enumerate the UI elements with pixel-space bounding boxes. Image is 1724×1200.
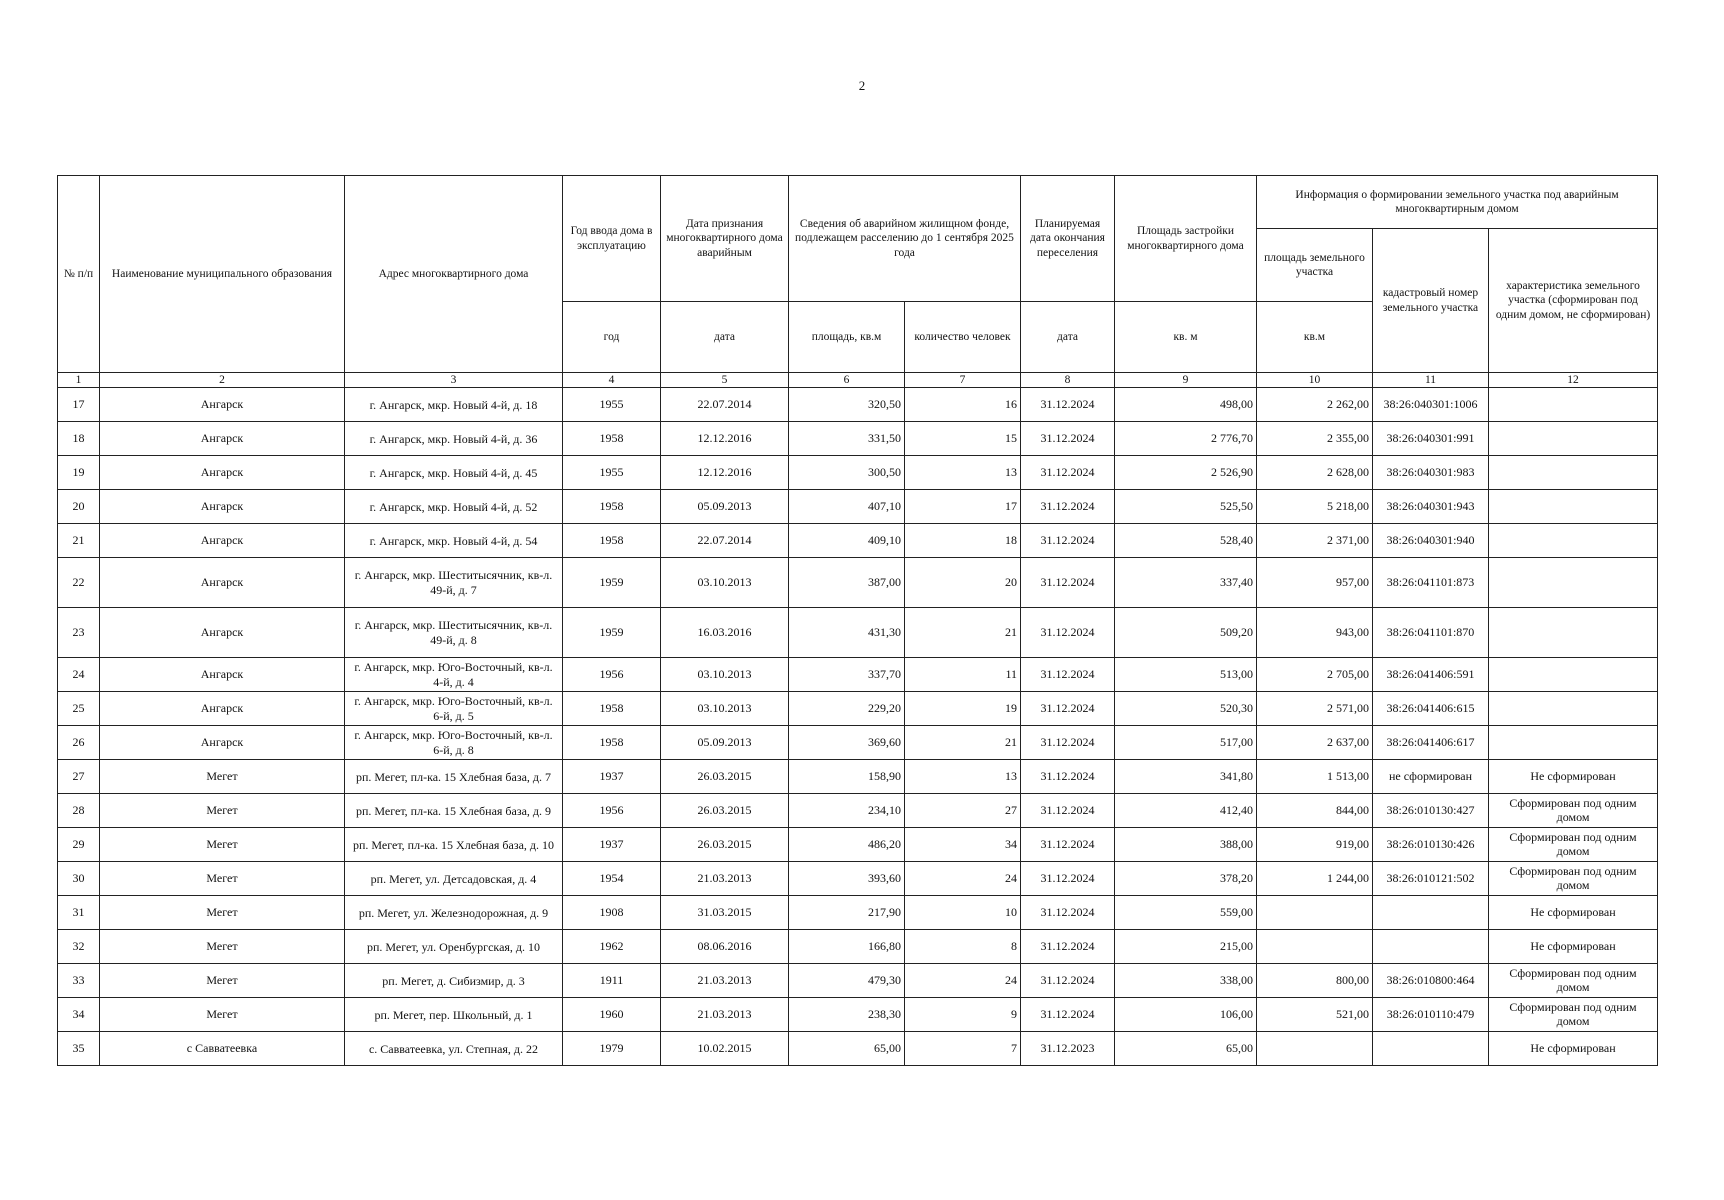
- cell-land-char: [1489, 388, 1658, 422]
- table-row: [58, 558, 1658, 608]
- cell-building-area: 388,00: [1115, 828, 1257, 862]
- cell-land-char: [1489, 490, 1658, 524]
- table-row: [58, 964, 1658, 998]
- cell-no: 34: [58, 998, 100, 1032]
- cell-year: 1962: [563, 930, 661, 964]
- cell-no: 30: [58, 862, 100, 896]
- column-number: 9: [1115, 373, 1257, 388]
- cell-no: 29: [58, 828, 100, 862]
- cell-address: с. Савватеевка, ул. Степная, д. 22: [345, 1032, 563, 1066]
- cell-cadastral: [1373, 1032, 1489, 1066]
- cell-no: 18: [58, 422, 100, 456]
- cell-cadastral: 38:26:040301:991: [1373, 422, 1489, 456]
- cell-planned-end: 31.12.2024: [1021, 794, 1115, 828]
- cell-area: 431,30: [789, 608, 905, 658]
- cell-address: г. Ангарск, мкр. Новый 4-й, д. 18: [345, 388, 563, 422]
- cell-year: 1908: [563, 896, 661, 930]
- cell-no: 17: [58, 388, 100, 422]
- cell-address: г. Ангарск, мкр. Юго-Восточный, кв-л. 6-й, д. 8: [345, 726, 563, 760]
- table-row: [58, 794, 1658, 828]
- cell-no: 31: [58, 896, 100, 930]
- unit-date: дата: [661, 302, 789, 373]
- cell-building-area: 498,00: [1115, 388, 1257, 422]
- unit-sqm-land: кв.м: [1257, 302, 1373, 373]
- cell-building-area: 525,50: [1115, 490, 1257, 524]
- cell-address: рп. Мегет, ул. Детсадовская, д. 4: [345, 862, 563, 896]
- cell-no: 20: [58, 490, 100, 524]
- cell-year: 1911: [563, 964, 661, 998]
- cell-building-area: 378,20: [1115, 862, 1257, 896]
- cell-area: 300,50: [789, 456, 905, 490]
- header-planned-end: Планируемая дата окончания переселения: [1021, 176, 1115, 302]
- cell-municipality: Ангарск: [100, 608, 345, 658]
- cell-planned-end: 31.12.2024: [1021, 964, 1115, 998]
- header-emergency-date: Дата признания многоквартирного дома аварийным: [661, 176, 789, 302]
- header-land-char: характеристика земельного участка (сформирован под одним домом, не сформирован): [1489, 229, 1658, 373]
- cell-people: 34: [905, 828, 1021, 862]
- table-row: [58, 896, 1658, 930]
- cell-land-area: 844,00: [1257, 794, 1373, 828]
- cell-cadastral: не сформирован: [1373, 760, 1489, 794]
- cell-planned-end: 31.12.2024: [1021, 456, 1115, 490]
- cell-area: 238,30: [789, 998, 905, 1032]
- cell-year: 1958: [563, 490, 661, 524]
- cell-year: 1958: [563, 422, 661, 456]
- cell-area: 387,00: [789, 558, 905, 608]
- cell-planned-end: 31.12.2024: [1021, 558, 1115, 608]
- cell-year: 1955: [563, 456, 661, 490]
- cell-area: 217,90: [789, 896, 905, 930]
- cell-land-char: Не сформирован: [1489, 930, 1658, 964]
- cell-people: 10: [905, 896, 1021, 930]
- column-number: 8: [1021, 373, 1115, 388]
- cell-municipality: Ангарск: [100, 524, 345, 558]
- unit-area: площадь, кв.м: [789, 302, 905, 373]
- header-building-area: Площадь застройки многоквартирного дома: [1115, 176, 1257, 302]
- cell-no: 27: [58, 760, 100, 794]
- cell-land-area: 943,00: [1257, 608, 1373, 658]
- cell-cadastral: 38:26:041101:873: [1373, 558, 1489, 608]
- column-number: 5: [661, 373, 789, 388]
- cell-cadastral: 38:26:040301:943: [1373, 490, 1489, 524]
- cell-municipality: Ангарск: [100, 422, 345, 456]
- cell-year: 1959: [563, 608, 661, 658]
- table-row: [58, 828, 1658, 862]
- cell-land-char: Не сформирован: [1489, 896, 1658, 930]
- column-number-row: [58, 373, 1658, 388]
- cell-emergency-date: 22.07.2014: [661, 524, 789, 558]
- cell-planned-end: 31.12.2024: [1021, 862, 1115, 896]
- cell-people: 15: [905, 422, 1021, 456]
- cell-building-area: 517,00: [1115, 726, 1257, 760]
- cell-cadastral: 38:26:041406:615: [1373, 692, 1489, 726]
- cell-year: 1958: [563, 524, 661, 558]
- cell-planned-end: 31.12.2024: [1021, 930, 1115, 964]
- cell-land-char: Сформирован под одним домом: [1489, 794, 1658, 828]
- cell-emergency-date: 26.03.2015: [661, 760, 789, 794]
- cell-planned-end: 31.12.2024: [1021, 524, 1115, 558]
- cell-land-area: 1 244,00: [1257, 862, 1373, 896]
- cell-area: 409,10: [789, 524, 905, 558]
- cell-cadastral: 38:26:040301:1006: [1373, 388, 1489, 422]
- cell-planned-end: 31.12.2024: [1021, 608, 1115, 658]
- cell-no: 19: [58, 456, 100, 490]
- cell-cadastral: 38:26:010121:502: [1373, 862, 1489, 896]
- cell-planned-end: 31.12.2023: [1021, 1032, 1115, 1066]
- cell-emergency-date: 26.03.2015: [661, 794, 789, 828]
- cell-people: 11: [905, 658, 1021, 692]
- cell-address: г. Ангарск, мкр. Новый 4-й, д. 45: [345, 456, 563, 490]
- cell-address: рп. Мегет, пл-ка. 15 Хлебная база, д. 10: [345, 828, 563, 862]
- cell-address: рп. Мегет, пл-ка. 15 Хлебная база, д. 7: [345, 760, 563, 794]
- cell-planned-end: 31.12.2024: [1021, 658, 1115, 692]
- cell-municipality: Мегет: [100, 964, 345, 998]
- cell-address: г. Ангарск, мкр. Новый 4-й, д. 52: [345, 490, 563, 524]
- cell-building-area: 513,00: [1115, 658, 1257, 692]
- cell-land-area: 2 262,00: [1257, 388, 1373, 422]
- table-row: [58, 930, 1658, 964]
- cell-land-char: [1489, 658, 1658, 692]
- unit-date-end: дата: [1021, 302, 1115, 373]
- cell-municipality: Мегет: [100, 930, 345, 964]
- cell-year: 1979: [563, 1032, 661, 1066]
- cell-land-area: 521,00: [1257, 998, 1373, 1032]
- cell-year: 1954: [563, 862, 661, 896]
- cell-cadastral: 38:26:041406:617: [1373, 726, 1489, 760]
- unit-year: год: [563, 302, 661, 373]
- cell-emergency-date: 03.10.2013: [661, 658, 789, 692]
- cell-building-area: 412,40: [1115, 794, 1257, 828]
- cell-planned-end: 31.12.2024: [1021, 422, 1115, 456]
- cell-planned-end: 31.12.2024: [1021, 726, 1115, 760]
- column-number: 10: [1257, 373, 1373, 388]
- cell-land-char: Сформирован под одним домом: [1489, 828, 1658, 862]
- cell-planned-end: 31.12.2024: [1021, 490, 1115, 524]
- cell-municipality: Ангарск: [100, 388, 345, 422]
- cell-people: 24: [905, 862, 1021, 896]
- cell-emergency-date: 31.03.2015: [661, 896, 789, 930]
- emergency-housing-table: [57, 175, 1658, 1066]
- cell-emergency-date: 21.03.2013: [661, 862, 789, 896]
- cell-people: 13: [905, 456, 1021, 490]
- cell-building-area: 2 776,70: [1115, 422, 1257, 456]
- cell-building-area: 520,30: [1115, 692, 1257, 726]
- table-row: [58, 490, 1658, 524]
- cell-people: 24: [905, 964, 1021, 998]
- cell-emergency-date: 10.02.2015: [661, 1032, 789, 1066]
- unit-people: количество человек: [905, 302, 1021, 373]
- cell-no: 21: [58, 524, 100, 558]
- cell-municipality: Ангарск: [100, 658, 345, 692]
- cell-land-char: Не сформирован: [1489, 1032, 1658, 1066]
- cell-people: 27: [905, 794, 1021, 828]
- header-land-info: Информация о формировании земельного участка под аварийным многоквартирным домом: [1257, 176, 1658, 229]
- cell-municipality: Ангарск: [100, 726, 345, 760]
- cell-land-char: [1489, 726, 1658, 760]
- header-cadastral: кадастровый номер земельного участка: [1373, 229, 1489, 373]
- cell-municipality: Мегет: [100, 862, 345, 896]
- cell-address: г. Ангарск, мкр. Юго-Восточный, кв-л. 4-й, д. 4: [345, 658, 563, 692]
- cell-planned-end: 31.12.2024: [1021, 828, 1115, 862]
- cell-planned-end: 31.12.2024: [1021, 692, 1115, 726]
- cell-planned-end: 31.12.2024: [1021, 896, 1115, 930]
- cell-area: 229,20: [789, 692, 905, 726]
- cell-people: 16: [905, 388, 1021, 422]
- cell-land-char: [1489, 692, 1658, 726]
- cell-land-char: Не сформирован: [1489, 760, 1658, 794]
- cell-address: г. Ангарск, мкр. Шеститысячник, кв-л. 49-й, д. 8: [345, 608, 563, 658]
- cell-building-area: 338,00: [1115, 964, 1257, 998]
- cell-emergency-date: 21.03.2013: [661, 998, 789, 1032]
- cell-year: 1937: [563, 828, 661, 862]
- page-number: 2: [858, 78, 866, 93]
- column-number: 1: [58, 373, 100, 388]
- cell-people: 8: [905, 930, 1021, 964]
- header-land-area: площадь земельного участка: [1257, 229, 1373, 302]
- cell-area: 331,50: [789, 422, 905, 456]
- cell-planned-end: 31.12.2024: [1021, 998, 1115, 1032]
- cell-land-area: 919,00: [1257, 828, 1373, 862]
- cell-no: 28: [58, 794, 100, 828]
- cell-land-char: [1489, 608, 1658, 658]
- cell-people: 18: [905, 524, 1021, 558]
- column-number: 4: [563, 373, 661, 388]
- cell-address: рп. Мегет, д. Сибизмир, д. 3: [345, 964, 563, 998]
- cell-cadastral: 38:26:010110:479: [1373, 998, 1489, 1032]
- cell-land-area: 1 513,00: [1257, 760, 1373, 794]
- cell-emergency-date: 21.03.2013: [661, 964, 789, 998]
- cell-land-area: [1257, 896, 1373, 930]
- cell-area: 166,80: [789, 930, 905, 964]
- cell-municipality: Ангарск: [100, 558, 345, 608]
- cell-area: 407,10: [789, 490, 905, 524]
- table-row: [58, 998, 1658, 1032]
- cell-building-area: 559,00: [1115, 896, 1257, 930]
- cell-emergency-date: 05.09.2013: [661, 726, 789, 760]
- cell-building-area: 337,40: [1115, 558, 1257, 608]
- cell-land-char: [1489, 422, 1658, 456]
- cell-municipality: Мегет: [100, 760, 345, 794]
- table-row: [58, 422, 1658, 456]
- header-municipality: Наименование муниципального образования: [100, 176, 345, 373]
- cell-people: 20: [905, 558, 1021, 608]
- cell-cadastral: 38:26:041101:870: [1373, 608, 1489, 658]
- table-row: [58, 524, 1658, 558]
- cell-municipality: с Савватеевка: [100, 1032, 345, 1066]
- cell-year: 1956: [563, 658, 661, 692]
- cell-cadastral: [1373, 930, 1489, 964]
- table-row: [58, 862, 1658, 896]
- cell-land-area: 957,00: [1257, 558, 1373, 608]
- cell-people: 9: [905, 998, 1021, 1032]
- cell-area: 158,90: [789, 760, 905, 794]
- cell-municipality: Ангарск: [100, 490, 345, 524]
- unit-sqm: кв. м: [1115, 302, 1257, 373]
- cell-building-area: 509,20: [1115, 608, 1257, 658]
- cell-year: 1937: [563, 760, 661, 794]
- cell-municipality: Мегет: [100, 998, 345, 1032]
- cell-land-char: [1489, 558, 1658, 608]
- cell-address: г. Ангарск, мкр. Юго-Восточный, кв-л. 6-й, д. 5: [345, 692, 563, 726]
- cell-land-char: Сформирован под одним домом: [1489, 998, 1658, 1032]
- table-row: [58, 760, 1658, 794]
- cell-land-char: [1489, 456, 1658, 490]
- cell-address: рп. Мегет, пер. Школьный, д. 1: [345, 998, 563, 1032]
- cell-building-area: 65,00: [1115, 1032, 1257, 1066]
- cell-people: 13: [905, 760, 1021, 794]
- column-number: 11: [1373, 373, 1489, 388]
- cell-year: 1958: [563, 726, 661, 760]
- header-emergency-fund: Сведения об аварийном жилищном фонде, подлежащем расселению до 1 сентября 2025 года: [789, 176, 1021, 302]
- cell-year: 1955: [563, 388, 661, 422]
- cell-people: 7: [905, 1032, 1021, 1066]
- cell-cadastral: 38:26:010130:427: [1373, 794, 1489, 828]
- cell-emergency-date: 08.06.2016: [661, 930, 789, 964]
- cell-land-area: 2 355,00: [1257, 422, 1373, 456]
- cell-building-area: 2 526,90: [1115, 456, 1257, 490]
- cell-land-char: [1489, 524, 1658, 558]
- cell-cadastral: [1373, 896, 1489, 930]
- cell-area: 369,60: [789, 726, 905, 760]
- cell-emergency-date: 16.03.2016: [661, 608, 789, 658]
- cell-no: 24: [58, 658, 100, 692]
- cell-land-area: 2 571,00: [1257, 692, 1373, 726]
- cell-planned-end: 31.12.2024: [1021, 760, 1115, 794]
- cell-building-area: 106,00: [1115, 998, 1257, 1032]
- cell-land-area: 2 705,00: [1257, 658, 1373, 692]
- cell-land-area: 2 371,00: [1257, 524, 1373, 558]
- cell-land-area: 2 637,00: [1257, 726, 1373, 760]
- table-row: [58, 608, 1658, 658]
- cell-cadastral: 38:26:041406:591: [1373, 658, 1489, 692]
- table-row: [58, 1032, 1658, 1066]
- cell-planned-end: 31.12.2024: [1021, 388, 1115, 422]
- cell-cadastral: 38:26:010800:464: [1373, 964, 1489, 998]
- cell-area: 320,50: [789, 388, 905, 422]
- cell-land-char: Сформирован под одним домом: [1489, 964, 1658, 998]
- cell-address: рп. Мегет, пл-ка. 15 Хлебная база, д. 9: [345, 794, 563, 828]
- table-header: [58, 176, 1658, 388]
- cell-building-area: 341,80: [1115, 760, 1257, 794]
- column-number: 6: [789, 373, 905, 388]
- cell-people: 17: [905, 490, 1021, 524]
- cell-address: рп. Мегет, ул. Железнодорожная, д. 9: [345, 896, 563, 930]
- cell-building-area: 215,00: [1115, 930, 1257, 964]
- cell-address: г. Ангарск, мкр. Шеститысячник, кв-л. 49-й, д. 7: [345, 558, 563, 608]
- cell-area: 393,60: [789, 862, 905, 896]
- header-address: Адрес многоквартирного дома: [345, 176, 563, 373]
- cell-no: 23: [58, 608, 100, 658]
- cell-land-area: [1257, 1032, 1373, 1066]
- cell-land-area: 5 218,00: [1257, 490, 1373, 524]
- cell-emergency-date: 03.10.2013: [661, 558, 789, 608]
- cell-emergency-date: 03.10.2013: [661, 692, 789, 726]
- cell-no: 33: [58, 964, 100, 998]
- cell-area: 479,30: [789, 964, 905, 998]
- column-number: 12: [1489, 373, 1658, 388]
- cell-municipality: Ангарск: [100, 692, 345, 726]
- cell-year: 1956: [563, 794, 661, 828]
- cell-address: г. Ангарск, мкр. Новый 4-й, д. 36: [345, 422, 563, 456]
- table-body: [58, 388, 1658, 1066]
- cell-people: 21: [905, 726, 1021, 760]
- cell-area: 234,10: [789, 794, 905, 828]
- cell-year: 1960: [563, 998, 661, 1032]
- cell-cadastral: 38:26:010130:426: [1373, 828, 1489, 862]
- table-row: [58, 692, 1658, 726]
- cell-year: 1959: [563, 558, 661, 608]
- table-row: [58, 388, 1658, 422]
- table-row: [58, 726, 1658, 760]
- cell-municipality: Ангарск: [100, 456, 345, 490]
- cell-emergency-date: 26.03.2015: [661, 828, 789, 862]
- cell-cadastral: 38:26:040301:940: [1373, 524, 1489, 558]
- cell-no: 26: [58, 726, 100, 760]
- column-number: 2: [100, 373, 345, 388]
- cell-no: 32: [58, 930, 100, 964]
- cell-no: 25: [58, 692, 100, 726]
- cell-people: 19: [905, 692, 1021, 726]
- column-number: 3: [345, 373, 563, 388]
- cell-no: 22: [58, 558, 100, 608]
- cell-people: 21: [905, 608, 1021, 658]
- cell-emergency-date: 22.07.2014: [661, 388, 789, 422]
- cell-municipality: Мегет: [100, 794, 345, 828]
- cell-municipality: Мегет: [100, 896, 345, 930]
- cell-address: г. Ангарск, мкр. Новый 4-й, д. 54: [345, 524, 563, 558]
- cell-municipality: Мегет: [100, 828, 345, 862]
- cell-land-char: Сформирован под одним домом: [1489, 862, 1658, 896]
- cell-area: 337,70: [789, 658, 905, 692]
- column-number: 7: [905, 373, 1021, 388]
- cell-cadastral: 38:26:040301:983: [1373, 456, 1489, 490]
- cell-land-area: [1257, 930, 1373, 964]
- cell-land-area: 2 628,00: [1257, 456, 1373, 490]
- cell-emergency-date: 12.12.2016: [661, 456, 789, 490]
- table-row: [58, 456, 1658, 490]
- cell-no: 35: [58, 1032, 100, 1066]
- header-no: № п/п: [58, 176, 100, 373]
- cell-emergency-date: 12.12.2016: [661, 422, 789, 456]
- cell-year: 1958: [563, 692, 661, 726]
- cell-area: 65,00: [789, 1032, 905, 1066]
- table-row: [58, 658, 1658, 692]
- cell-address: рп. Мегет, ул. Оренбургская, д. 10: [345, 930, 563, 964]
- cell-emergency-date: 05.09.2013: [661, 490, 789, 524]
- cell-land-area: 800,00: [1257, 964, 1373, 998]
- cell-building-area: 528,40: [1115, 524, 1257, 558]
- header-year-in-service: Год ввода дома в эксплуатацию: [563, 176, 661, 302]
- cell-area: 486,20: [789, 828, 905, 862]
